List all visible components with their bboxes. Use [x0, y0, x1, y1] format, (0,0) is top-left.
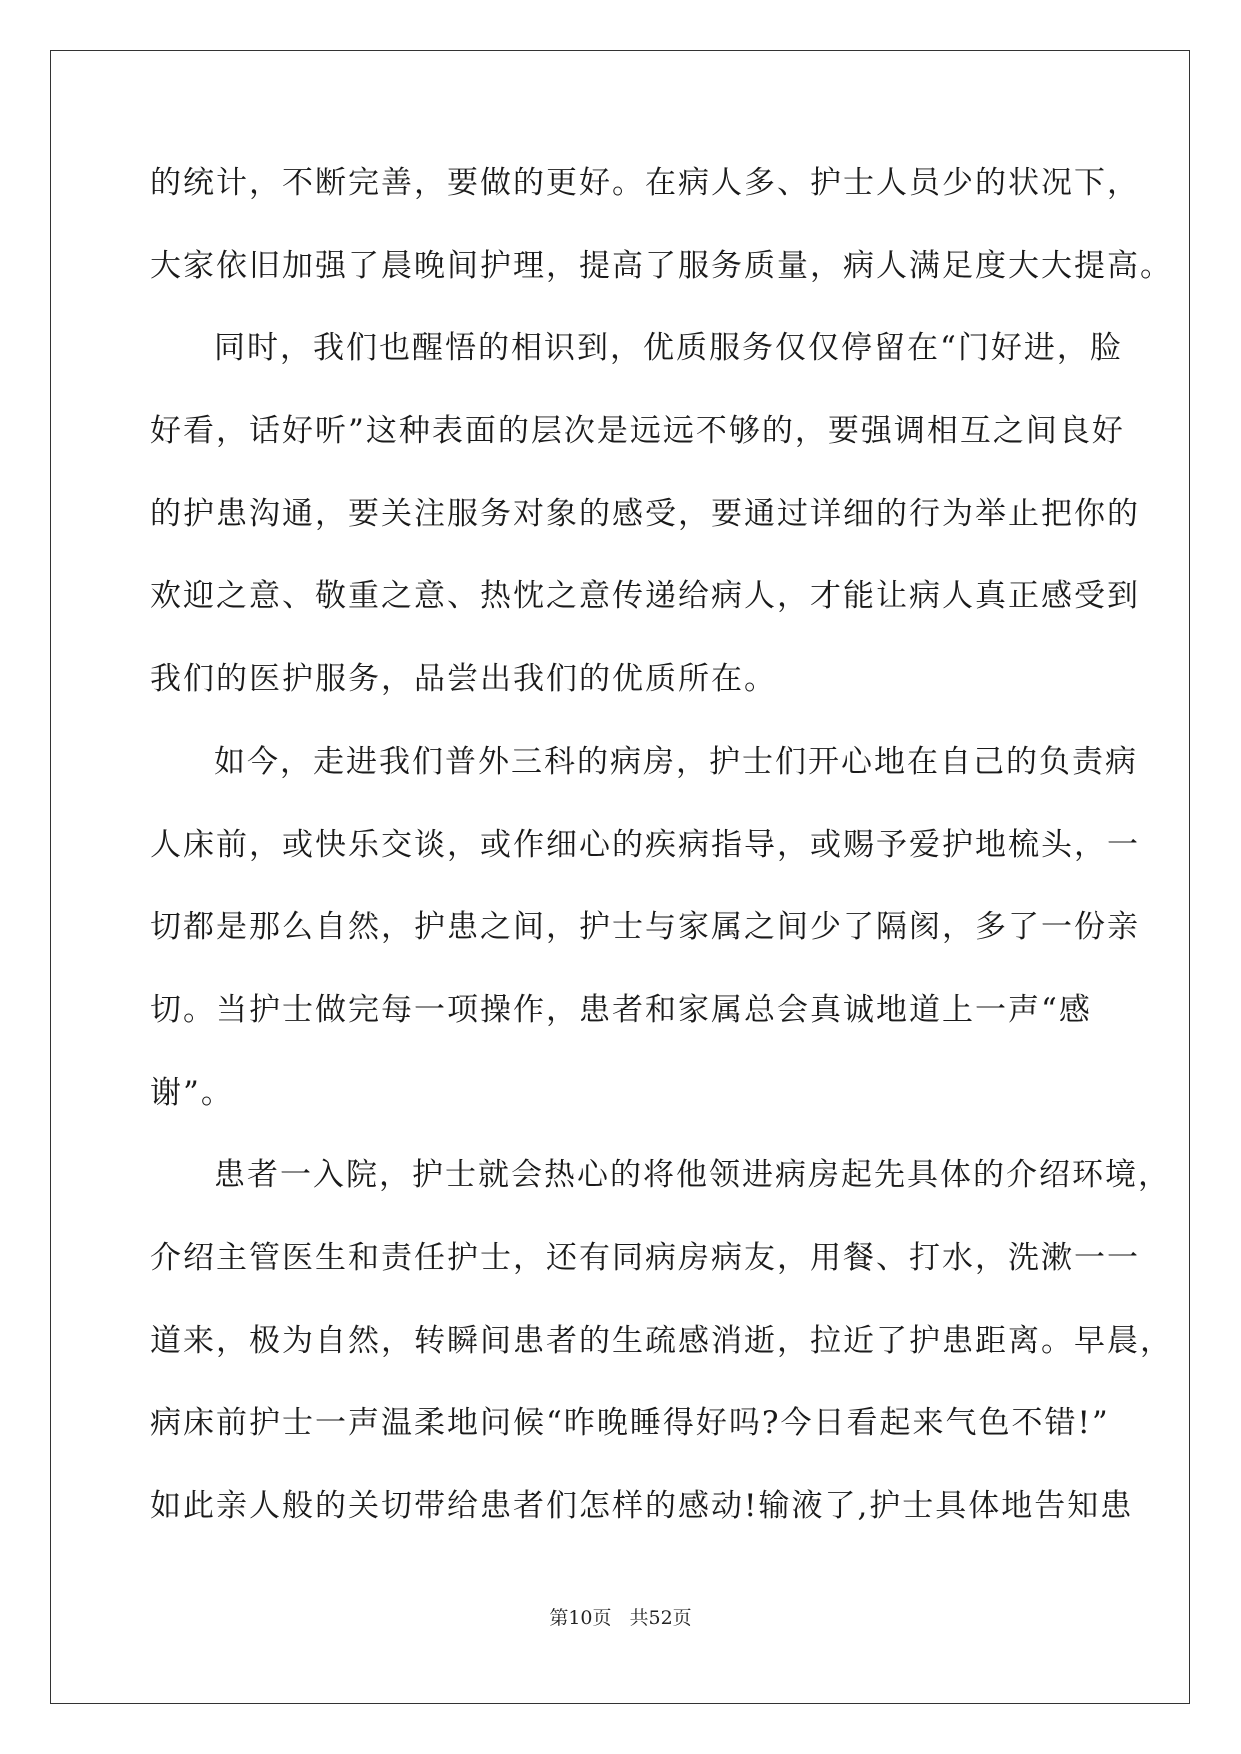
text-line: 谢”。	[150, 1074, 234, 1111]
text-line: 好看，话好听”这种表面的层次是远远不够的，要强调相互之间良好	[150, 413, 1125, 450]
text-line: 大家依旧加强了晨晚间护理，提高了服务质量，病人满足度大大提高。	[150, 247, 1173, 284]
text-line: 切都是那么自然，护患之间，护士与家属之间少了隔阂，多了一份亲	[150, 909, 1140, 946]
page-footer	[0, 1603, 1241, 1630]
paragraph-start-line: 患者一入院，护士就会热心的将他领进病房起先具体的介绍环境，	[214, 1157, 1171, 1194]
text-line: 的护患沟通，要关注服务对象的感受，要通过详细的行为举止把你的	[150, 495, 1140, 532]
text-line: 如此亲人般的关切带给患者们怎样的感动!输液了,护士具体地告知患	[150, 1488, 1134, 1524]
text-line: 道来，极为自然，转瞬间患者的生疏感消逝，拉近了护患距离。早晨，	[150, 1322, 1173, 1359]
text-line: 人床前，或快乐交谈，或作细心的疾病指导，或赐予爱护地梳头，一	[150, 826, 1140, 863]
page-number: 第10页	[549, 1607, 612, 1629]
paragraph-start-line: 如今，走进我们普外三科的病房，护士们开心地在自己的负责病	[214, 743, 1138, 780]
total-pages: 共52页	[629, 1607, 692, 1629]
document-body	[150, 163, 1173, 1569]
text-line: 介绍主管医生和责任护士，还有同病房病友，用餐、打水，洗漱一一	[150, 1239, 1140, 1276]
paragraph-start-line: 同时，我们也醒悟的相识到，优质服务仅仅停留在“门好进，脸	[214, 330, 1123, 367]
text-line: 切。当护士做完每一项操作，患者和家属总会真诚地道上一声“感	[150, 991, 1092, 1028]
text-line: 病床前护士一声温柔地问候“昨晚睡得好吗?今日看起来气色不错!”	[150, 1405, 1110, 1442]
text-line: 我们的医护服务，品尝出我们的优质所在。	[150, 661, 777, 698]
text-line: 欢迎之意、敬重之意、热忱之意传递给病人，才能让病人真正感受到	[150, 578, 1140, 615]
text-line: 的统计，不断完善，要做的更好。在病人多、护士人员少的状况下，	[150, 165, 1140, 201]
